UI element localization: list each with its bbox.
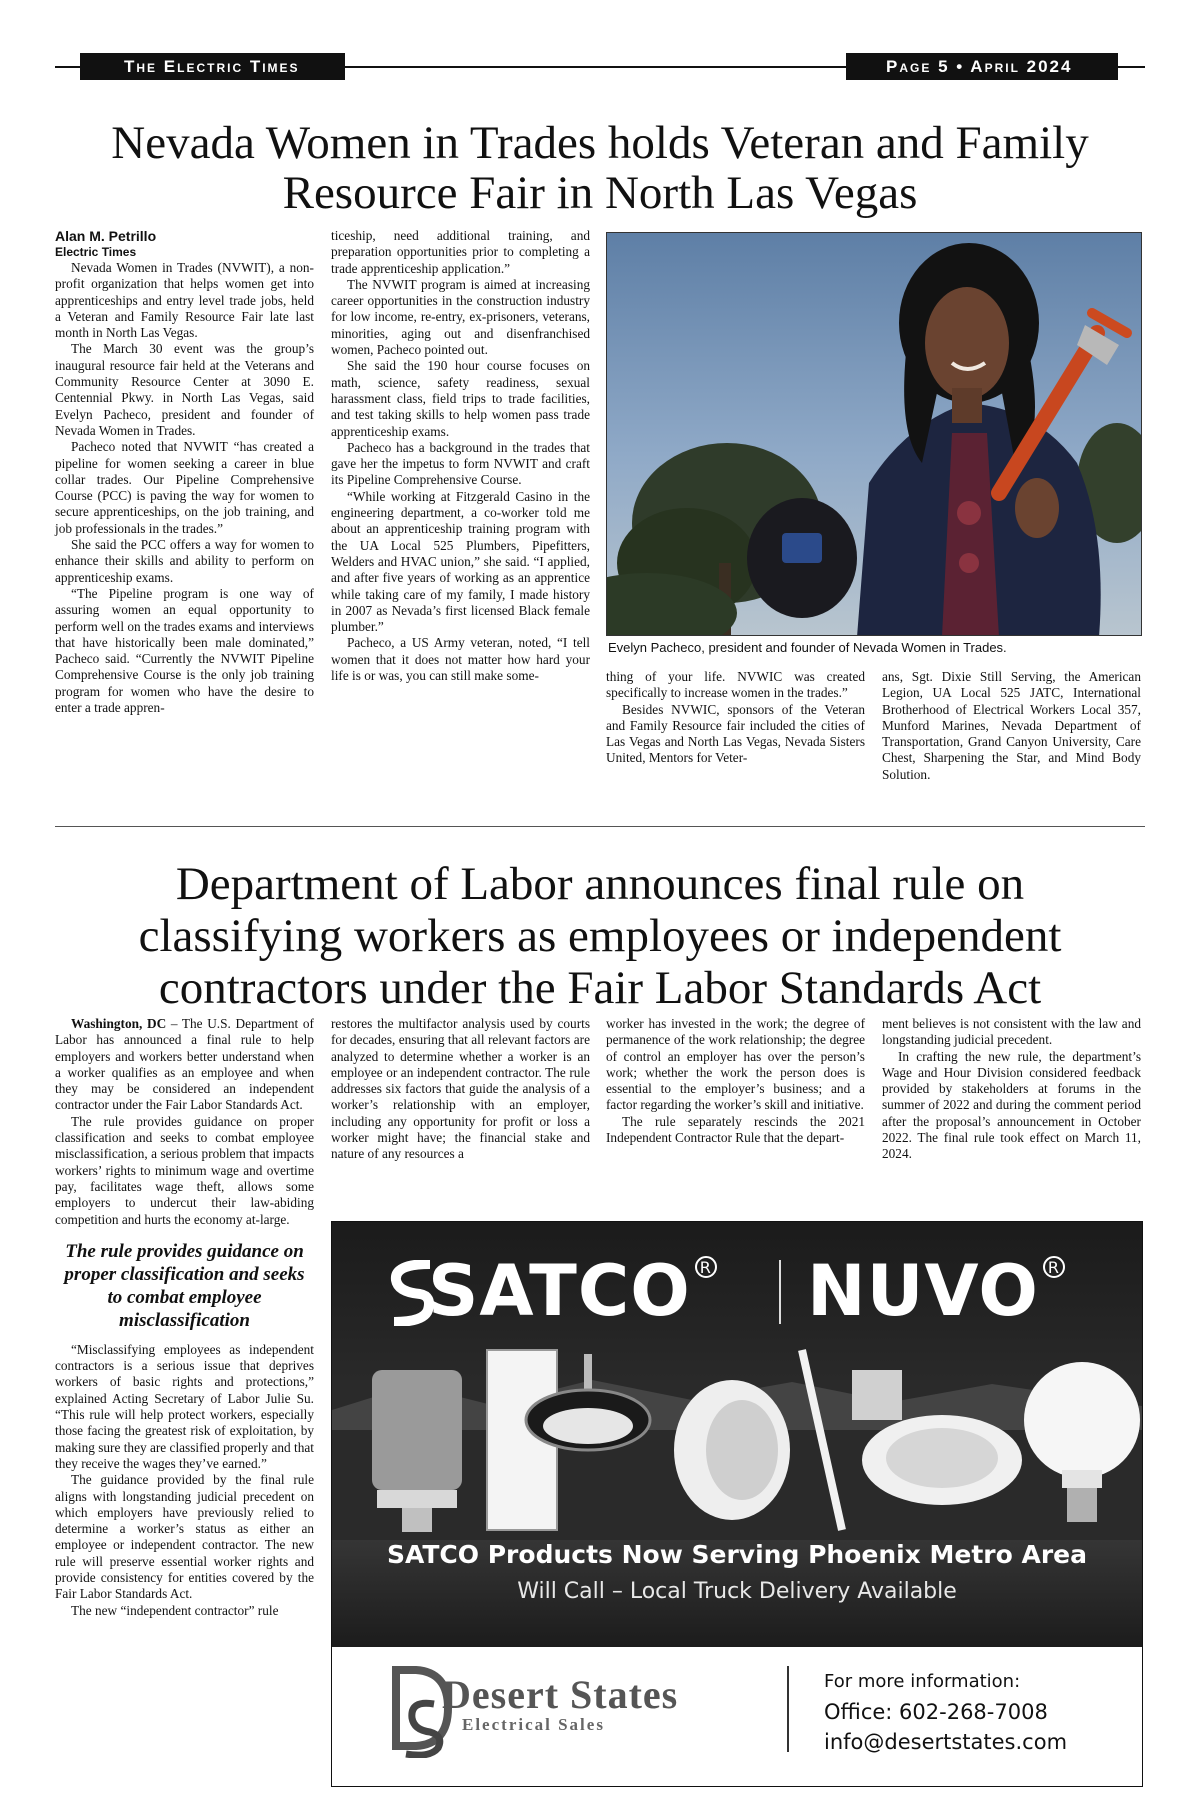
paragraph: Besides NVWIC, sponsors of the Veteran and Family Resource fair included the cities of Las Vegas and North Las Vegas, Nevada Sisters United, Mentors for Veter- (606, 701, 865, 766)
paragraph: Nevada Women in Trades (NVWIT), a non-profit organization that helps women get into apprenticeships and entry level trade jobs, held a Veteran and Family Resource Fair late last month in North Las Vegas. (55, 260, 314, 341)
paragraph: The rule separately rescinds the 2021 Independent Contractor Rule that the depart- (606, 1113, 865, 1146)
byline-author: Alan M. Petrillo (55, 228, 157, 244)
brand-satco-text: SATCO (428, 1250, 691, 1332)
brand-satco (428, 1250, 717, 1332)
paragraph: The guidance provided by the final rule aligns with longstanding judicial precedent on which employers have previously relied to determine a worker’s status as either an employee or independent contractor. The new rule will preserve essential worker rights and provide consistency for entities covered by the Fair Labor Standards Act. (55, 1472, 314, 1602)
paragraph: ans, Sgt. Dixie Still Serving, the American Legion, UA Local 525 JATC, International Brotherhood of Electrical Workers Local 357, Munford Marines, Nevada Department of Transportation, Grand Canyon University, Care Chest, Sharpening the Star, and Mind Body Solution. (882, 669, 1141, 782)
paragraph: The rule provides guidance on proper classification and seeks to combat employee misclassification, a serious problem that impacts workers’ rights to minimum wage and overtime pay, facilitates wage theft, allows some employers to undercut their law-abiding competition and hurts the economy at-large. (55, 1113, 314, 1227)
paragraph: She said the PCC offers a way for women to enhance their skills and ability to perform on apprenticeship exams. (55, 537, 314, 585)
article1-headline: Nevada Women in Trades holds Veteran and Family Resource Fair in North Las Vegas (111, 117, 1089, 219)
article2-column-4 (882, 1016, 1141, 1163)
photo-evelyn-pacheco (606, 232, 1142, 636)
paragraph: restores the multifactor analysis used by courts for decades, ensuring that all relevant factors are analyzed to determine whether a worker is an employee or an independent contractor. The rule addresses six factors that guide the analysis of a worker’s relationship with an employer, including any opportunity for profit or loss a worker might have; the financial stake and nature of any resources a (331, 1016, 590, 1162)
paragraph: In crafting the new rule, the department’s Wage and Hour Division considered feedback provided by stakeholders at forums in the summer of 2022 and during the comment period after the proposal’s announcement in October 2022. The final rule took effect on March 11, 2024. (882, 1048, 1141, 1162)
registered-mark: R (695, 1256, 717, 1278)
article2-column-3 (606, 1016, 865, 1146)
office-phone: Office: 602-268-7008 (824, 1700, 1048, 1724)
byline-org: Electric Times (55, 245, 137, 259)
article2-col1-text (55, 1114, 314, 1228)
lighting-products-image (332, 1340, 1142, 1540)
paragraph: “The Pipeline program is one way of assuring women an equal opportunity to perform well on the trades exams and interviews that have historically been male dominated,” Pacheco said. “Currently the NVWIT Pipeline Comprehensive Course is the only job training program for women who have the desire to enter a trade appren- (55, 585, 314, 716)
paragraph: thing of your life. NVWIC was created specifically to increase women in the trades.” (606, 669, 865, 701)
paragraph: Pacheco has a background in the trades that gave her the impetus to form NVWIT and craft its Pipeline Comprehensive Course. (331, 439, 590, 488)
article1-column-1 (55, 228, 314, 716)
paragraph: She said the 190 hour course focuses on math, science, safety readiness, sexual harassment class, field trips to trade facilities, and test taking skills to help women pass trade apprenticeship exams. (331, 358, 590, 439)
paragraph: Pacheco, a US Army veteran, noted, “I tell women that it does not matter how hard your life is or was, you can still make some- (331, 635, 590, 684)
dateline: Washington, DC (71, 1016, 167, 1031)
article2-column-2 (331, 1016, 590, 1163)
article1-col1-text (55, 260, 314, 716)
paragraph: ment believes is not consistent with the law and longstanding judicial precedent. (882, 1016, 1141, 1048)
paragraph: The new “independent contractor” rule (71, 1602, 279, 1618)
ad-subline: Will Call – Local Truck Delivery Available (517, 1579, 957, 1604)
photo-caption: Evelyn Pacheco, president and founder of Nevada Women in Trades. (608, 640, 1007, 655)
registered-mark: R (1043, 1256, 1065, 1278)
paragraph: worker has invested in the work; the degree of permanence of the work relationship; the degree of control an employer has over the person’s work; whether the work the person does is essential to the employer’s business; and a factor regarding the worker’s skill and initiative. (606, 1016, 865, 1113)
paragraph: ticeship, need additional training, and preparation opportunities prior to completing a trade apprenticeship application.” (331, 228, 590, 276)
contact-divider (787, 1666, 789, 1752)
pull-quote: The rule provides guidance on proper classification and seeks to combat employee misclassification (64, 1240, 305, 1331)
photo-illustration (607, 233, 1142, 636)
advertisement (331, 1221, 1143, 1787)
section-divider (55, 826, 1145, 827)
paragraph: Pacheco noted that NVWIT “has created a pipeline for women seeking a career in blue collar trades. Our Pipeline Comprehensive Course (PCC) is paving the way for women to secure apprenticeships, on the job training, and job professionals in the trades.” (55, 439, 314, 536)
info-label: For more information: (824, 1671, 1021, 1692)
contact-email: info@desertstates.com (824, 1730, 1068, 1754)
paragraph: The NVWIT program is aimed at increasing career opportunities in the construction industry for low income, re-entry, ex-prisoners, veterans, minorities, aging out and disenfranchised women, Pacheco pointed out. (331, 276, 590, 358)
paragraph: “While working at Fitzgerald Casino in the engineering department, a co-worker told me about an apprenticeship training program with the UA Local 525 Plumbers, Pipefitters, Welders and HVAC union,” she said. “I applied, and after five years of working as an apprentice while taking care of my family, I made history in 2007 as Nevada’s first licensed Black female plumber.” (331, 488, 590, 635)
lede-text: – The U.S. Department of Labor has announced a final rule to help employers and workers better understand when a worker qualifies as an employee and when they may be considered an independent contractor under the Fair Labor Standards Act. (55, 1016, 314, 1113)
company-name: Desert States (442, 1672, 679, 1717)
brand-nuvo-text: NUVO (807, 1250, 1039, 1332)
page-and-date: Page 5 • April 2024 (846, 53, 1118, 80)
brand-nuvo (807, 1250, 1065, 1332)
article1-column-3 (606, 669, 865, 767)
article1-column-4 (882, 669, 1141, 783)
article2-col1-text-after (55, 1342, 314, 1619)
article2-headline: Department of Labor announces final rule on classifying workers as employees or independent contractors under the Fair Labor Standards Act (138, 858, 1062, 1014)
article2-lede (55, 1016, 314, 1114)
company-subname: Electrical Sales (462, 1715, 605, 1734)
article1-column-2 (331, 228, 590, 684)
ad-headline: SATCO Products Now Serving Phoenix Metro Area (386, 1540, 1088, 1569)
ad-banner (332, 1222, 1142, 1647)
brand-divider (779, 1260, 781, 1324)
publication-name: The Electric Times (80, 53, 345, 80)
paragraph: The March 30 event was the group’s inaugural resource fair held at the Veterans and Community Resource Center at 3090 E. Centennial Pkwy. in North Las Vegas, said Evelyn Pacheco, president and founder of Nevada Women in Trades. (55, 341, 314, 438)
article2-column-1 (55, 1016, 314, 1619)
paragraph: “Misclassifying employees as independent contractors is a serious issue that deprives workers of basic rights and protections,” explained Acting Secretary of Labor Julie Su. “This rule will help protect workers, especially those facing the greatest risk of exploitation, by making sure they are classified properly and that they receive the wages they’ve earned.” (55, 1341, 314, 1471)
